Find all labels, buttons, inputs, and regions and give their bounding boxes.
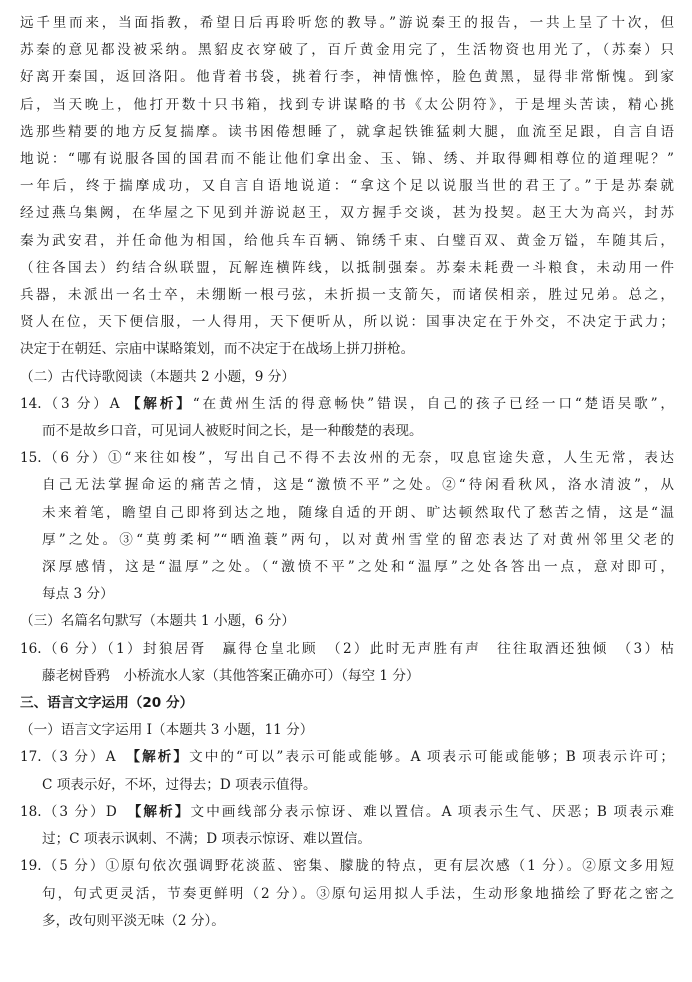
- answer-text: “在黄州生活的得意畅快”错误，自己的孩子已经一口“楚语吴歌”，: [192, 395, 674, 412]
- answer-line: 深厚感情，这是“温厚”之处。（“激愤不平”之处和“温厚”之处各答出一点，意对即可，: [42, 559, 674, 576]
- answer-text: 文中的“可以”表示可能或能够。A 项表示可能或能够；B 项表示许可；: [189, 749, 674, 766]
- passage-line: 选那些精要的地方反复揣摩。读书困倦想睡了，就拿起铁锥猛刺大腿，血流至足跟，自言自语: [20, 123, 674, 140]
- passage-line: （往各国去）约结合纵联盟，瓦解连横阵线，以抵制强秦。苏秦未耗费一斗粮食，未动用一件: [20, 259, 674, 276]
- subsection-heading-language-1: （一）语言文字运用 I（本题共 3 小题，11 分）: [20, 722, 314, 739]
- answer-line: 15.（6 分）①“来往如梭”，写出自己不得不去汝州的无奈，叹息宦途失意，人生无常，表达: [20, 450, 674, 467]
- passage-line: 后，当天晚上，他打开数十只书箱，找到专讲谋略的书《太公阴符》，于是埋头苦读，精心挑: [20, 96, 674, 113]
- answer-line: 自己无法掌握命运的痛苦之情，这是“激愤不平”之处。②“待闲看秋风，洛水清波”，从: [42, 477, 674, 494]
- answer-line: 而不是故乡口音，可见词人被贬时间之长，是一种酸楚的表现。: [42, 423, 423, 440]
- answer-line: 句，句式更灵活，节奏更鲜明（2 分）。③原句运用拟人手法，生动形象地描绘了野花之密之: [42, 885, 674, 902]
- answer-text: 文中画线部分表示惊讶、难以置信。A 项表示生气、厌恶；B 项表示难: [190, 803, 674, 820]
- answer-18: [20, 799, 674, 853]
- answer-line: C 项表示好，不坏，过得去；D 项表示值得。: [42, 776, 317, 793]
- passage-line: 秦为武安君，并任命他为相国，给他兵车百辆、锦绣千束、白璧百双、黄金万镒，车随其后，: [20, 232, 674, 249]
- answer-line: 每点 3 分）: [42, 586, 114, 603]
- section-heading-poetry: （二）古代诗歌阅读（本题共 2 小题，9 分）: [20, 368, 295, 385]
- passage-line: 决定于在朝廷、宗庙中谋略策划，而不决定于在战场上拼刀拼枪。: [20, 341, 415, 358]
- question-number: 18.（3 分）D: [20, 803, 135, 820]
- answer-line: [20, 391, 674, 418]
- answer-line: [20, 799, 674, 826]
- answer-line: 未来着笔，瞻望自己即将到达之地，随缘自适的开朗、旷达顿然取代了愁苦之情，这是“温: [42, 504, 674, 521]
- passage-line: 一年后，终于揣摩成功，又自言自语地说道：“拿这个足以说服当世的君王了。”于是苏秦就: [20, 178, 674, 195]
- analysis-tag: 【解析】: [133, 749, 190, 766]
- answer-line: 16.（6 分）（1）封狼居胥 赢得仓皇北顾 （2）此时无声胜有声 往往取酒还独倾 （3）枯: [20, 640, 674, 657]
- answer-15: [20, 445, 674, 608]
- section-heading-language: 三、语言文字运用（20 分）: [20, 695, 194, 712]
- answer-16: [20, 636, 674, 690]
- section-heading-famous-lines: （三）名篇名句默写（本题共 1 小题，6 分）: [20, 613, 295, 630]
- passage-line: 贤人在位，天下便信服，一人得用，天下便听从，所以说：国事决定在于外交，不决定于武力；: [20, 314, 674, 331]
- passage-line: 好离开秦国，返回洛阳。他背着书袋，挑着行李，神情憔悴，脸色黄黑，显得非常惭愧。到家: [20, 69, 674, 86]
- answer-line: 多，改句则平淡无味（2 分）。: [42, 912, 225, 929]
- question-number: 14.（3 分）A: [20, 395, 120, 412]
- answer-19: [20, 853, 674, 935]
- answer-line: 厚”之处。③“莫剪柔柯”“晒渔蓑”两句，以对黄州雪堂的留恋表达了对黄州邻里父老的: [42, 531, 674, 548]
- passage-line: 远千里而来，当面指教，希望日后再聆听您的教导。”游说秦王的报告，一共上呈了十次，但: [20, 15, 674, 31]
- passage-line: 地说：“哪有说服各国的国君而不能让他们拿出金、玉、锦、绣、并取得卿相尊位的道理呢？”: [20, 151, 674, 168]
- analysis-tag: 【解析】: [126, 395, 193, 412]
- passage-line: 经过燕乌集阙，在华屋之下见到并游说赵王，双方握手交谈，甚为投契。赵王大为高兴，封苏: [20, 205, 674, 222]
- passage-line: 兵器，未派出一名士卒，未绷断一根弓弦，未折损一支箭矢，而诸侯相亲，胜过兄弟。总之，: [20, 287, 674, 304]
- passage-translation: [20, 10, 674, 364]
- answer-14: [20, 391, 674, 445]
- analysis-tag: 【解析】: [134, 803, 191, 820]
- question-number: 17.（3 分）A: [20, 749, 134, 766]
- answer-line: 藤老树昏鸦 小桥流水人家（其他答案正确亦可）（每空 1 分）: [42, 667, 420, 684]
- answer-line: 过；C 项表示讽刺、不满；D 项表示惊讶、难以置信。: [42, 831, 372, 848]
- passage-line: 苏秦的意见都没被采纳。黑貂皮衣穿破了，百斤黄金用完了，生活物资也用光了，（苏秦）只: [20, 42, 674, 59]
- answer-17: [20, 744, 674, 798]
- answer-line: [20, 744, 674, 771]
- answer-line: 19.（5 分）①原句依次强调野花淡蓝、密集、朦胧的特点，更有层次感（1 分）。②原文多用短: [20, 858, 674, 875]
